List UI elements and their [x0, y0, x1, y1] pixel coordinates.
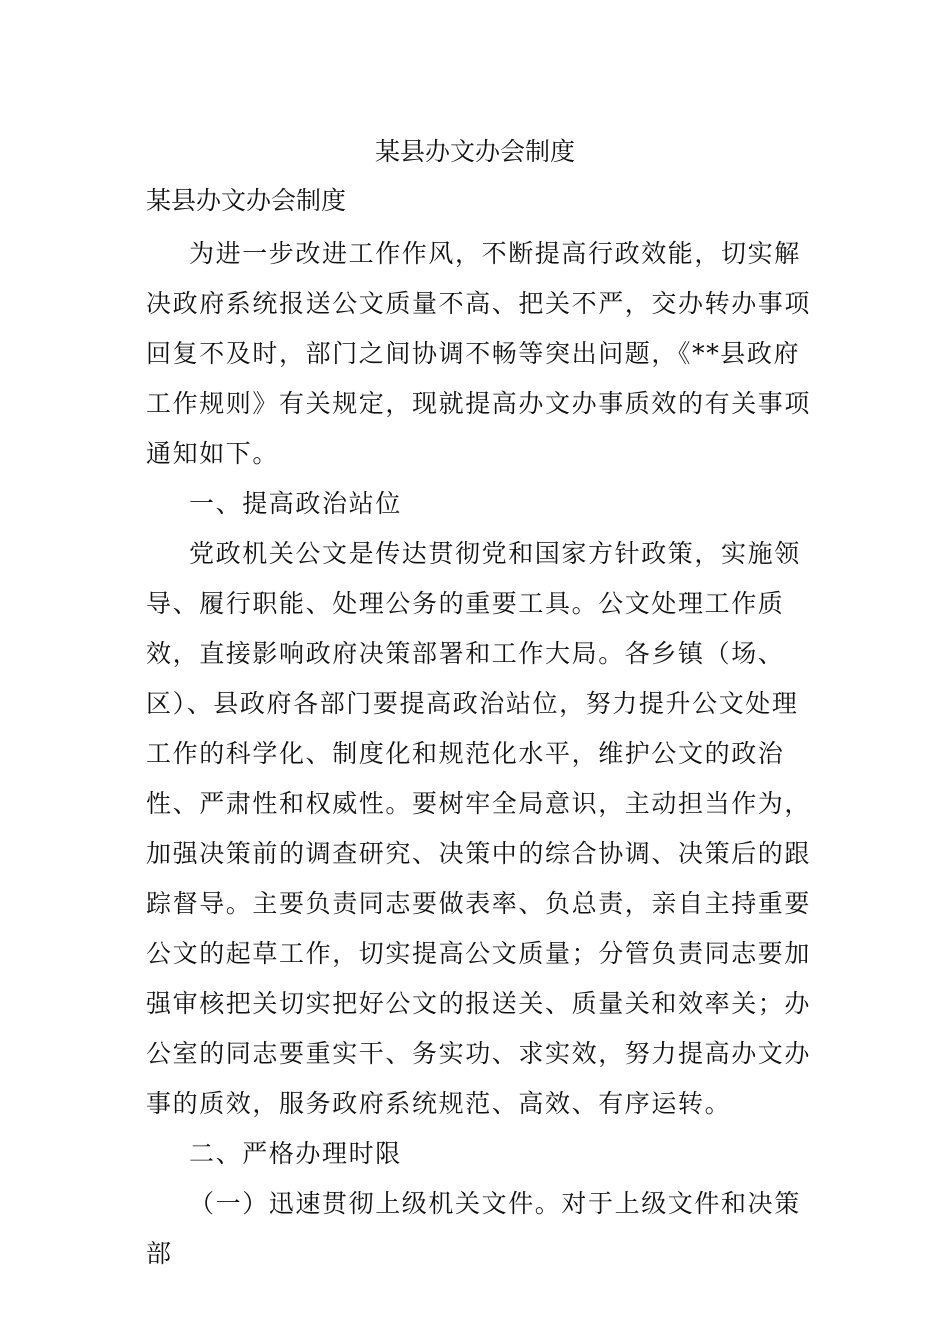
section-1-paragraph: 党政机关公文是传达贯彻党和国家方针政策，实施领导、履行职能、处理公务的重要工具。公文处理工作质效，直接影响政府决策部署和工作大局。各乡镇（场、区）、县政府各部门要提高政治站位，努力提升公文处理工作的科学化、制度化和规范化水平，维护公文的政治性、严肃性和权威性。要树牢全局意识，主动担当作为，加强决策前的调查研究、决策中的综合协调、决策后的跟踪督导。主要负责同志要做表率、负总责，亲自主持重要公文的起草工作，切实提高公文质量；分管负责同志要加强审核把关切实把好公文的报送关、质量关和效率关；办公室的同志要重实干、务实功、求实效，努力提高办文办事的质效，服务政府系统规范、高效、有序运转。 — [146, 539, 812, 1118]
section-2-item-1: （一）迅速贯彻上级机关文件。对于上级文件和决策部 — [146, 1189, 801, 1268]
section-2-heading: 二、严格办理时限 — [189, 1139, 402, 1168]
document-title: 某县办文办会制度 — [374, 137, 575, 166]
document-body — [146, 229, 818, 1279]
intro-paragraph: 为进一步改进工作作风，不断提高行政效能，切实解决政府系统报送公文质量不高、把关不严，交办转办事项回复不及时，部门之间协调不畅等突出问题，《**县政府工作规则》有关规定，现就提高办文办事质效的有关事项通知如下。 — [146, 239, 812, 468]
document-subtitle: 某县办文办会制度 — [146, 186, 347, 215]
section-1-heading: 一、提高政治站位 — [189, 489, 402, 518]
